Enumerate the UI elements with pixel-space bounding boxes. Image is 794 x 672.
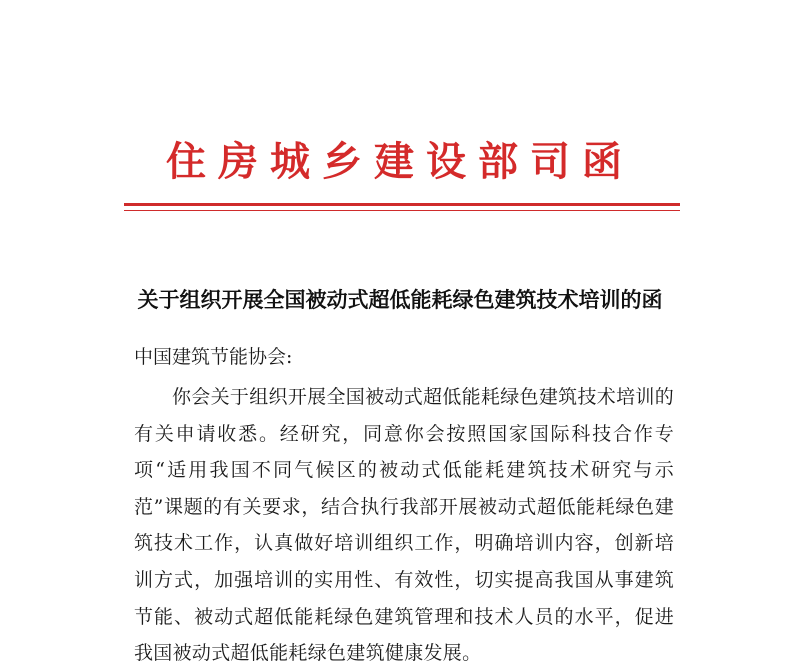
letterhead-rule-thick (124, 203, 680, 206)
salutation: 中国建筑节能协会: (134, 346, 293, 368)
document-title: 关于组织开展全国被动式超低能耗绿色建筑技术培训的函 (137, 288, 663, 312)
body-paragraph: 你会关于组织开展全国被动式超低能耗绿色建筑技术培训的有关申请收悉。经研究，同意你会按照国家国际科技合作专项“适用我国不同气候区的被动式低能耗建筑技术研究与示范”课题的有关要求，结合执行我部开展被动式超低能耗绿色建筑技术工作，认真做好培训组织工作，明确培训内容，创新培训方式，加强培训的实用性、有效性，切实提高我国从事建筑节能、被动式超低能耗绿色建筑管理和技术人员的水平，促进我国被动式超低能耗绿色建筑健康发展。 (134, 386, 674, 665)
letterhead-title: 住房城乡建设部司函 (166, 138, 634, 185)
letterhead-rule-thin (124, 210, 680, 211)
